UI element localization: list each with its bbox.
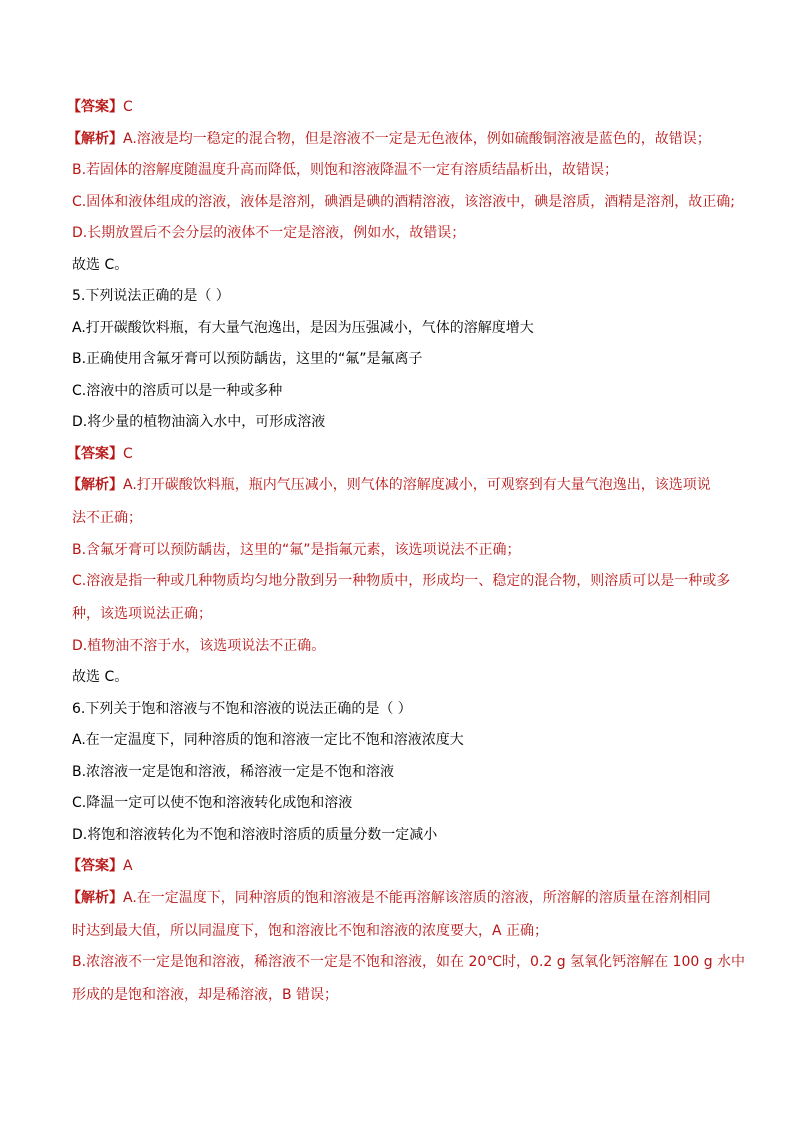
q5-option-d: D.将少量的植物油滴入水中，可形成溶液: [72, 414, 326, 430]
q4-conclusion: 故选 C。: [72, 256, 129, 273]
q5-analysis-b: B.含氟牙膏可以预防龋齿，这里的“氟”是指氟元素，该选项说法不正确；: [72, 541, 521, 558]
analysis-text: A.打开碳酸饮料瓶，瓶内气压减小，则气体的溶解度减小，可观察到有大量气泡逸出，该选项说: [123, 477, 711, 493]
q6-option-b: B.浓溶液一定是饱和溶液，稀溶液一定是不饱和溶液: [72, 763, 395, 780]
q6-analysis-a-line2: 时达到最大值，所以同温度下，饱和溶液比不饱和溶液的浓度要大，A 正确；: [72, 922, 549, 939]
q5-option-c: C.溶液中的溶质可以是一种或多种: [72, 382, 283, 399]
q4-answer-line: [67, 98, 732, 117]
answer-tag: 【答案】: [67, 99, 123, 115]
analysis-tag: 【解析】: [67, 130, 123, 147]
q4-analysis-b: B.若固体的溶解度随温度升高而降低，则饱和溶液降温不一定有溶质结晶析出，故错误；: [72, 162, 619, 178]
q6-analysis-a-line1: [67, 889, 732, 908]
q5-analysis-c-line1: C.溶液是指一种或几种物质均匀地分散到另一种物质中，形成均一、稳定的混合物，则溶质可以是一种或多: [72, 573, 731, 589]
q5-option-a: A.打开碳酸饮料瓶，有大量气泡逸出，是因为压强减小，气体的溶解度增大: [72, 319, 534, 336]
document-page: [67, 98, 746, 1005]
q6-option-a: A.在一定温度下，同种溶质的饱和溶液一定比不饱和溶液浓度大: [72, 732, 464, 748]
analysis-text: A.溶液是均一稳定的混合物，但是溶液不一定是无色液体，例如硫酸铜溶液是蓝色的，故错误；: [123, 130, 711, 147]
q6-option-c: C.降温一定可以使不饱和溶液转化成饱和溶液: [72, 795, 353, 811]
q5-conclusion: 故选 C。: [72, 669, 129, 685]
q6-analysis-b-line1: B.浓溶液不一定是饱和溶液，稀溶液不一定是不饱和溶液，如在 20℃时，0.2 g 氢氧化钙溶解在 100 g 水中: [72, 954, 746, 970]
answer-value: C: [123, 445, 133, 462]
q6-analysis-b-line2: 形成的是饱和溶液，却是稀溶液，B 错误；: [72, 987, 339, 1003]
answer-tag: 【答案】: [67, 445, 123, 462]
q5-stem: 5.下列说法正确的是（ ）: [72, 288, 230, 304]
q4-analysis-a: [67, 130, 732, 149]
q5-analysis-a-line2: 法不正确；: [72, 510, 142, 526]
q5-analysis-d: D.植物油不溶于水，该选项说法不正确。: [72, 637, 326, 654]
q5-option-b: B.正确使用含氟牙膏可以预防龋齿，这里的“氟”是氟离子: [72, 351, 423, 367]
q4-analysis-c: C.固体和液体组成的溶液，液体是溶剂，碘酒是碘的酒精溶液，该溶液中，碘是溶质，酒精是溶剂，故正确;: [72, 193, 735, 210]
analysis-tag: 【解析】: [67, 889, 123, 906]
answer-tag: 【答案】: [67, 858, 123, 874]
q5-analysis-a-line1: [67, 476, 732, 495]
q6-stem: 6.下列关于饱和溶液与不饱和溶液的说法正确的是（ ）: [72, 700, 412, 717]
q5-analysis-c-line2: 种，该选项说法正确；: [72, 606, 212, 622]
q5-answer-line: [67, 445, 732, 464]
q4-analysis-d: D.长期放置后不会分层的液体不一定是溶液，例如水，故错误；: [72, 225, 466, 241]
analysis-tag: 【解析】: [67, 477, 123, 493]
answer-value: A: [123, 858, 133, 874]
q6-answer-line: [67, 857, 732, 876]
analysis-text: A.在一定温度下，同种溶质的饱和溶液是不能再溶解该溶质的溶液，所溶解的溶质量在溶剂相同: [123, 889, 711, 906]
answer-value: C: [123, 99, 133, 115]
q6-option-d: D.将饱和溶液转化为不饱和溶液时溶质的质量分数一定减小: [72, 826, 438, 843]
